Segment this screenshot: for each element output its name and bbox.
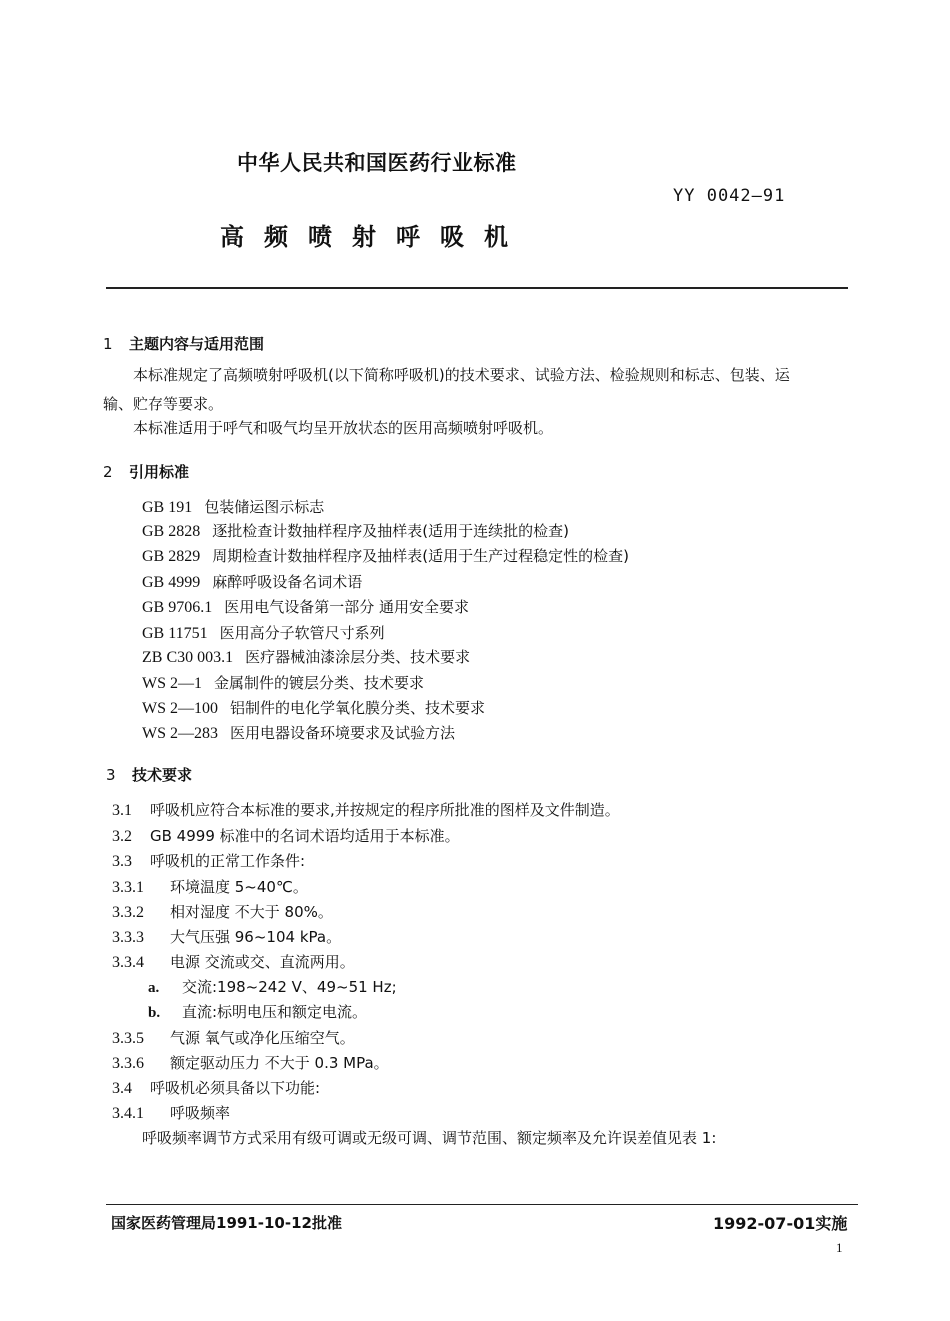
reference-name: 包装储运图示标志 xyxy=(204,498,325,516)
section-title: 引用标准 xyxy=(129,463,190,481)
issuing-organization: 中华人民共和国医药行业标准 xyxy=(237,151,517,175)
reference-code: GB 2829 xyxy=(142,548,201,565)
reference-code: GB 4999 xyxy=(142,574,201,591)
footer-rule xyxy=(106,1204,858,1205)
item-text: 交流:198~242 V、49~51 Hz; xyxy=(182,978,397,996)
clause xyxy=(112,876,308,897)
clause xyxy=(112,825,460,846)
approval-statement: 国家医药管理局1991-10-12批准 xyxy=(111,1214,342,1232)
reference-item xyxy=(142,545,629,566)
section-1-paragraph-2: 本标准适用于呼气和吸气均呈开放状态的医用高频喷射呼吸机。 xyxy=(133,419,554,437)
clause-number: 3.3.4 xyxy=(112,954,144,971)
clause-text: 大气压强 96~104 kPa。 xyxy=(170,928,342,946)
clause-text: 环境温度 5~40℃。 xyxy=(170,878,308,896)
clause-number: 3.2 xyxy=(112,828,132,845)
reference-name: 麻醉呼吸设备名词术语 xyxy=(212,573,363,591)
power-item-b xyxy=(148,1001,367,1022)
clause xyxy=(112,951,355,972)
reference-item xyxy=(142,520,569,541)
reference-item xyxy=(142,596,469,617)
clause-number: 3.4.1 xyxy=(112,1105,144,1122)
header-rule xyxy=(106,287,848,289)
reference-name: 周期检查计数抽样程序及抽样表(适用于生产过程稳定性的检查) xyxy=(212,547,629,565)
clause xyxy=(112,926,341,947)
clause-number: 3.3.1 xyxy=(112,879,144,896)
section-number: 1 xyxy=(103,335,113,353)
reference-item xyxy=(142,622,385,643)
clause-text: 呼吸机的正常工作条件: xyxy=(150,852,306,870)
clause xyxy=(112,1102,230,1123)
clause-text: 电源 交流或交、直流两用。 xyxy=(170,953,355,971)
reference-item xyxy=(142,496,324,517)
clause xyxy=(112,799,620,820)
section-2-heading xyxy=(103,461,189,482)
reference-item xyxy=(142,722,455,743)
item-letter: a. xyxy=(148,980,160,996)
clause-number: 3.1 xyxy=(112,802,132,819)
reference-name: 医用电气设备第一部分 通用安全要求 xyxy=(224,598,470,616)
section-1-heading xyxy=(103,333,264,354)
section-1-paragraph-1-line-2: 输、贮存等要求。 xyxy=(103,395,224,413)
clause xyxy=(112,1077,320,1098)
reference-code: GB 9706.1 xyxy=(142,599,213,616)
clause-text: 呼吸机应符合本标准的要求,并按规定的程序所批准的图样及文件制造。 xyxy=(150,801,620,819)
section-title: 技术要求 xyxy=(132,766,193,784)
reference-name: 铝制件的电化学氧化膜分类、技术要求 xyxy=(230,699,486,717)
reference-name: 金属制件的镀层分类、技术要求 xyxy=(214,674,425,692)
page-number: 1 xyxy=(836,1240,843,1255)
power-item-a xyxy=(148,976,397,997)
reference-code: GB 2828 xyxy=(142,523,201,540)
clause-text: 呼吸频率 xyxy=(170,1104,231,1122)
reference-code: ZB C30 003.1 xyxy=(142,649,234,666)
clause xyxy=(112,1052,389,1073)
reference-item xyxy=(142,571,362,592)
clause-number: 3.3.2 xyxy=(112,904,144,921)
reference-item xyxy=(142,697,485,718)
reference-code: GB 191 xyxy=(142,499,193,516)
reference-item xyxy=(142,646,470,667)
reference-code: GB 11751 xyxy=(142,625,208,642)
item-text: 直流:标明电压和额定电流。 xyxy=(182,1003,368,1021)
standard-code: YY 0042—91 xyxy=(673,186,786,206)
clause-number: 3.3.3 xyxy=(112,929,144,946)
reference-code: WS 2—283 xyxy=(142,725,218,742)
reference-code: WS 2—100 xyxy=(142,700,218,717)
clause-number: 3.4 xyxy=(112,1080,132,1097)
clause-text: 呼吸机必须具备以下功能: xyxy=(150,1079,321,1097)
implementation-date: 1992-07-01实施 xyxy=(713,1214,848,1233)
clause xyxy=(112,1027,355,1048)
item-letter: b. xyxy=(148,1005,161,1021)
reference-item xyxy=(142,672,424,693)
clause-text: 气源 氧气或净化压缩空气。 xyxy=(170,1029,355,1047)
section-3-heading xyxy=(106,764,192,785)
section-1-paragraph-1-line-1: 本标准规定了高频喷射呼吸机(以下简称呼吸机)的技术要求、试验方法、检验规则和标志、包装、运 xyxy=(133,366,790,384)
reference-name: 逐批检查计数抽样程序及抽样表(适用于连续批的检查) xyxy=(212,522,569,540)
clause xyxy=(112,901,333,922)
reference-code: WS 2—1 xyxy=(142,675,202,692)
clause-3-4-1-paragraph: 呼吸频率调节方式采用有级可调或无级可调、调节范围、额定频率及允许误差值见表 1: xyxy=(142,1129,717,1147)
clause-number: 3.3.5 xyxy=(112,1030,144,1047)
clause-number: 3.3.6 xyxy=(112,1055,144,1072)
clause-text: 额定驱动压力 不大于 0.3 MPa。 xyxy=(170,1054,389,1072)
clause xyxy=(112,850,305,871)
document-title: 高频喷射呼吸机 xyxy=(220,223,528,251)
reference-name: 医用电器设备环境要求及试验方法 xyxy=(230,724,456,742)
clause-text: GB 4999 标准中的名词术语均适用于本标准。 xyxy=(150,827,460,845)
section-number: 3 xyxy=(106,766,116,784)
section-number: 2 xyxy=(103,463,113,481)
reference-name: 医用高分子软管尺寸系列 xyxy=(219,624,385,642)
clause-number: 3.3 xyxy=(112,853,132,870)
section-title: 主题内容与适用范围 xyxy=(129,335,265,353)
clause-text: 相对湿度 不大于 80%。 xyxy=(170,903,333,921)
reference-name: 医疗器械油漆涂层分类、技术要求 xyxy=(245,648,471,666)
